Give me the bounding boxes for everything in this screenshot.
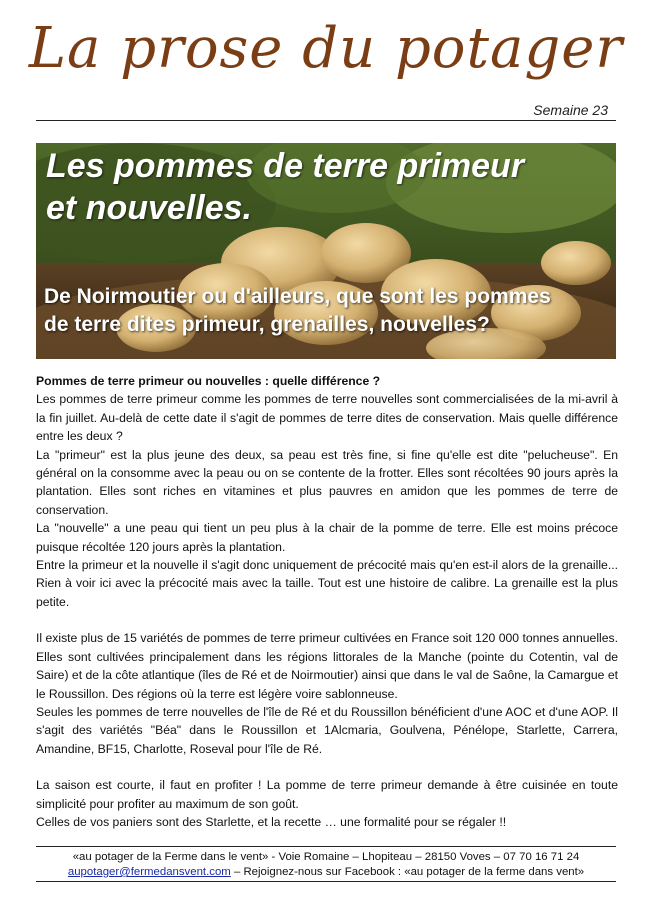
paragraph: Les pommes de terre primeur comme les pommes de terre nouvelles sont commercialisées de la mi-avril à la fin juillet. Au-delà de cette date il s'agit de pommes de terre dites de conservation. Mais quelle différence entre les deux ? (36, 392, 618, 444)
footer-contact (36, 865, 616, 880)
hero-subtitle (44, 283, 614, 339)
hero-title-line1: Les pommes de terre primeur (46, 147, 525, 185)
week-label: Semaine 23 (533, 102, 608, 118)
spacer (36, 611, 618, 629)
hero-title-line2: et nouvelles. (46, 189, 252, 227)
paragraph: Entre la primeur et la nouvelle il s'agit donc uniquement de précocité mais qu'en est-il alors de la grenaille... Rien à voir ici avec la précocité mais avec la taille. Tout est une histoire de calibre. La grenaille est la plus petite. (36, 558, 618, 609)
paragraph: Celles de vos paniers sont des Starlette, et la recette … une formalité pour se régaler !! (36, 814, 507, 829)
paragraph: Il existe plus de 15 variétés de pommes de terre primeur cultivées en France soit 120 000 tonnes annuelles. Elles sont cultivées principalement dans les régions littorales de la Manche (pointe du Cotentin, val de Saire) et de la côte atlantique (îles de Ré et de Noirmoutier) ainsi que dans le val de Saône, la Camargue et le Roussillon. Des régions où la terre est légère voire sablonneuse. (36, 631, 618, 701)
article-heading: Pommes de terre primeur ou nouvelles : quelle différence ? (36, 374, 381, 388)
hero-subtitle-line2: de terre dites primeur, grenailles, nouvelles? (44, 313, 490, 336)
hero-subtitle-line1: De Noirmoutier ou d'ailleurs, que sont les pommes (44, 285, 551, 308)
paragraph: La "nouvelle" a une peau qui tient un peu plus à la chair de la pomme de terre. Elle est moins précoce puisque récoltée 120 jours après la plantation. (36, 521, 618, 554)
paragraph: La "primeur" est la plus jeune des deux, sa peau est très fine, si fine qu'elle est dite "pelucheuse". En général on la consomme avec la peau ou on se contente de la frotter. Elles sont récoltées 90 jours après la plantation. Elles sont riches en vitamines et plus pauvres en amidon que les pommes de terre de conservation. (36, 447, 618, 517)
article-body (36, 372, 618, 831)
top-divider (36, 120, 616, 121)
footer-address: «au potager de la Ferme dans le vent» - Voie Romaine – Lhopiteau – 28150 Voves – 07 70 16 71 24 (72, 851, 580, 863)
hero-banner (36, 143, 616, 359)
bottom-divider (36, 846, 616, 847)
paragraph: Seules les pommes de terre nouvelles de l'île de Ré et du Roussillon bénéficient d'une AOC et d'une AOP. Il s'agit des variétés "Béa" dans le Roussillon et 1Alcmaria, Goulvena, Pénélope, Starlette, Carrera, Amandine, BF15, Charlotte, Roseval pour l'île de Ré. (36, 704, 618, 756)
paragraph: La saison est courte, il faut en profiter ! La pomme de terre primeur demande à être cuisinée en toute simplicité pour profiter au maximum de son goût. (36, 778, 618, 811)
footer-facebook-text: – Rejoignez-nous sur Facebook : «au potager de la ferme dans vent» (230, 866, 585, 878)
hero-title (46, 145, 606, 229)
email-link[interactable]: aupotager@fermedansvent.com (67, 866, 231, 878)
footer (36, 850, 616, 880)
masthead-title: La prose du potager (28, 16, 624, 81)
footer-divider (36, 881, 616, 882)
spacer (36, 758, 618, 776)
